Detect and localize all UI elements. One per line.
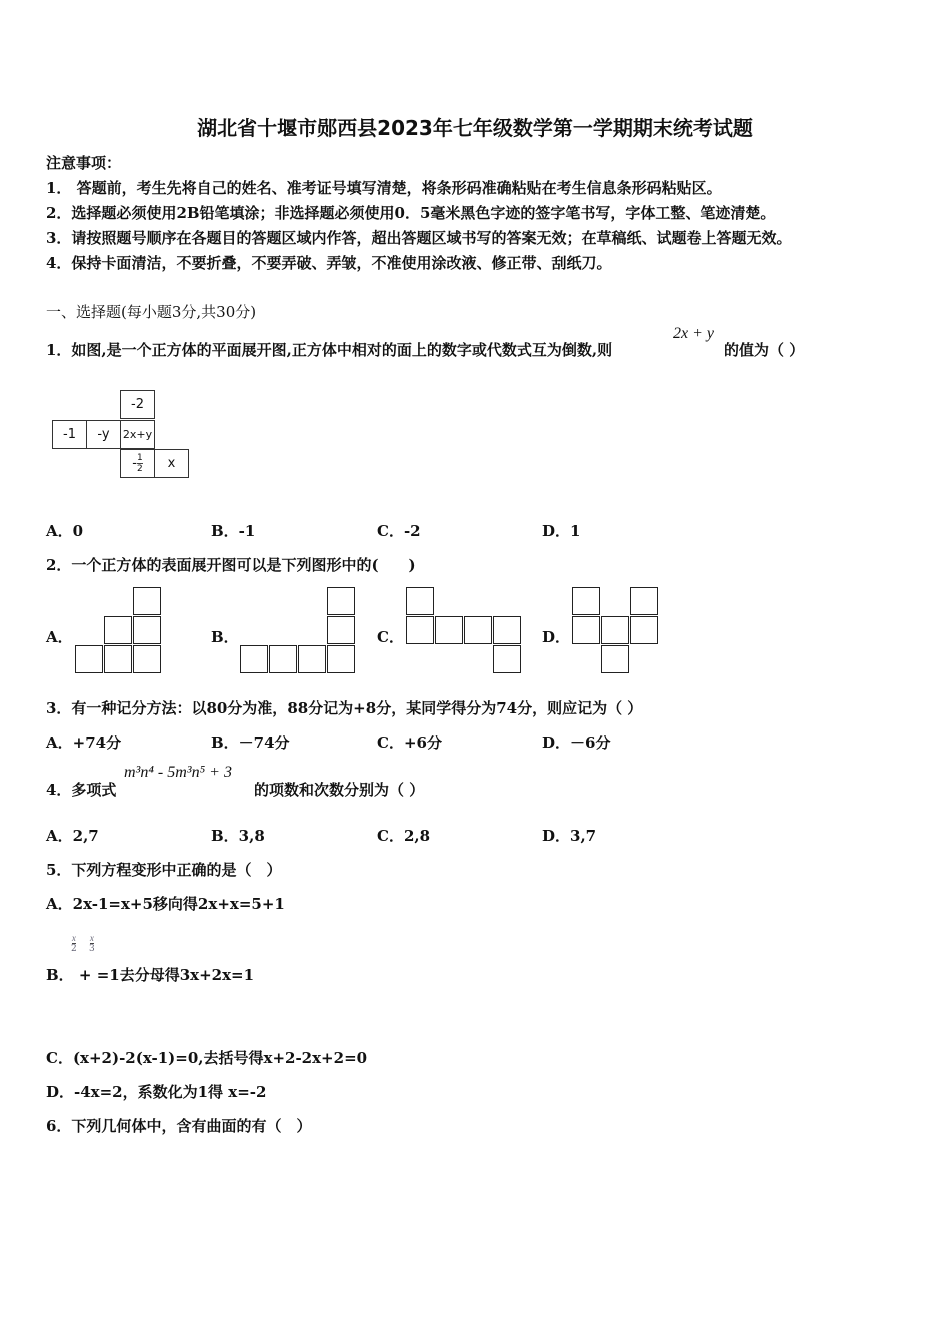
q1-option-d: D．1: [542, 522, 581, 540]
notice-item-2: 2．选择题必须使用2B铅笔填涂；非选择题必须使用0．5毫米黑色字迹的签字笔书写，字体工整、笔迹清楚。: [46, 204, 776, 222]
q3-option-b: B．－74分: [211, 734, 290, 752]
q2-label-b: B．: [211, 628, 239, 646]
notice-item-4: 4．保持卡面清洁，不要折叠，不要弄破、弄皱，不准使用涂改液、修正带、刮纸刀。: [46, 254, 612, 272]
q4-expression: m³n⁴ - 5m³n⁵ + 3: [124, 764, 232, 781]
q5-frac-1: [71, 933, 77, 954]
net-face-top: -2: [120, 390, 155, 419]
q5-option-c: C．(x+2)-2(x-1)=0,去括号得x+2-2x+2=0: [46, 1049, 368, 1067]
net-face-left: -1: [52, 420, 87, 449]
q1-option-b: B．-1: [211, 522, 256, 540]
q5-frac-2: [89, 933, 95, 954]
grid-cell: [601, 645, 629, 673]
q5-stem: 5．下列方程变形中正确的是（ ）: [46, 861, 282, 879]
fraction-denominator: 2: [136, 464, 143, 474]
notice-item-3: 3．请按照题号顺序在各题目的答题区域内作答，超出答题区域书写的答案无效；在草稿纸、试题卷上答题无效。: [46, 229, 792, 247]
q3-option-c: C．+6分: [377, 734, 442, 752]
q5-option-d: D．-4x=2，系数化为1得 x=-2: [46, 1083, 267, 1101]
q5-option-b: B． + =1去分母得3x+2x=1: [46, 966, 255, 984]
grid-cell: [327, 645, 355, 673]
grid-cell: [104, 645, 132, 673]
grid-cell: [630, 587, 658, 615]
section-heading: 一、选择题(每小题3分,共30分): [46, 303, 257, 321]
q6-stem: 6．下列几何体中，含有曲面的有（ ）: [46, 1117, 312, 1135]
q2-stem: 2．一个正方体的表面展开图可以是下列图形中的( ): [46, 556, 416, 574]
q4-stem-a: 4．多项式: [46, 781, 117, 799]
q4-option-d: D．3,7: [542, 827, 597, 845]
q1-stem-a: 1．如图,是一个正方体的平面展开图,正方体中相对的面上的数字或代数式互为倒数,则: [46, 341, 613, 359]
grid-cell: [572, 587, 600, 615]
fraction-numerator: 1: [136, 453, 143, 463]
net-face-center: 2x+y: [120, 420, 155, 449]
q5-option-a: A．2x-1=x+5移向得2x+x=5+1: [46, 895, 285, 913]
grid-cell: [298, 645, 326, 673]
q1-stem-b: 的值为（ ）: [724, 341, 805, 359]
grid-cell: [406, 616, 434, 644]
fraction-numerator: x: [89, 933, 94, 943]
q4-stem-b: 的项数和次数分别为（ ）: [254, 781, 425, 799]
grid-cell: [572, 616, 600, 644]
grid-cell: [630, 616, 658, 644]
q3-option-a: A．+74分: [46, 734, 122, 752]
net-face-bottom: [120, 449, 155, 478]
grid-cell: [327, 616, 355, 644]
q1-expression: 2x + y: [673, 325, 714, 342]
grid-cell: [269, 645, 297, 673]
net-face-right: x: [154, 449, 189, 478]
q1-option-c: C．-2: [377, 522, 421, 540]
grid-cell: [493, 616, 521, 644]
q2-label-a: A．: [46, 628, 73, 646]
grid-cell: [493, 645, 521, 673]
q4-option-c: C．2,8: [377, 827, 431, 845]
grid-cell: [601, 616, 629, 644]
grid-cell: [133, 616, 161, 644]
net-face-left2: -y: [86, 420, 121, 449]
net-face-bottom-fraction: [137, 453, 143, 474]
grid-cell: [75, 645, 103, 673]
q2-label-c: C．: [377, 628, 404, 646]
notice-item-1: 1． 答题前，考生先将自己的姓名、准考证号填写清楚，将条形码准确粘贴在考生信息条形码粘贴区。: [46, 179, 722, 197]
fraction-denominator: 3: [89, 944, 95, 954]
q1-option-a: A．0: [46, 522, 84, 540]
grid-cell: [133, 587, 161, 615]
q2-label-d: D．: [542, 628, 571, 646]
grid-cell: [406, 587, 434, 615]
grid-cell: [133, 645, 161, 673]
page-title: 湖北省十堰市郧西县2023年七年级数学第一学期期末统考试题: [197, 116, 753, 140]
notice-heading: 注意事项：: [46, 154, 122, 172]
grid-cell: [435, 616, 463, 644]
q1-cube-net: [52, 390, 192, 482]
fraction-denominator: 2: [71, 944, 77, 954]
q4-option-a: A．2,7: [46, 827, 99, 845]
grid-cell: [104, 616, 132, 644]
grid-cell: [240, 645, 268, 673]
fraction-numerator: x: [71, 933, 76, 943]
grid-cell: [464, 616, 492, 644]
net-face-bottom-sign: -: [132, 456, 137, 471]
grid-cell: [327, 587, 355, 615]
q3-stem: 3．有一种记分方法：以80分为准，88分记为+8分，某同学得分为74分，则应记为（ ）: [46, 699, 643, 717]
q3-option-d: D．－6分: [542, 734, 611, 752]
q4-option-b: B．3,8: [211, 827, 265, 845]
